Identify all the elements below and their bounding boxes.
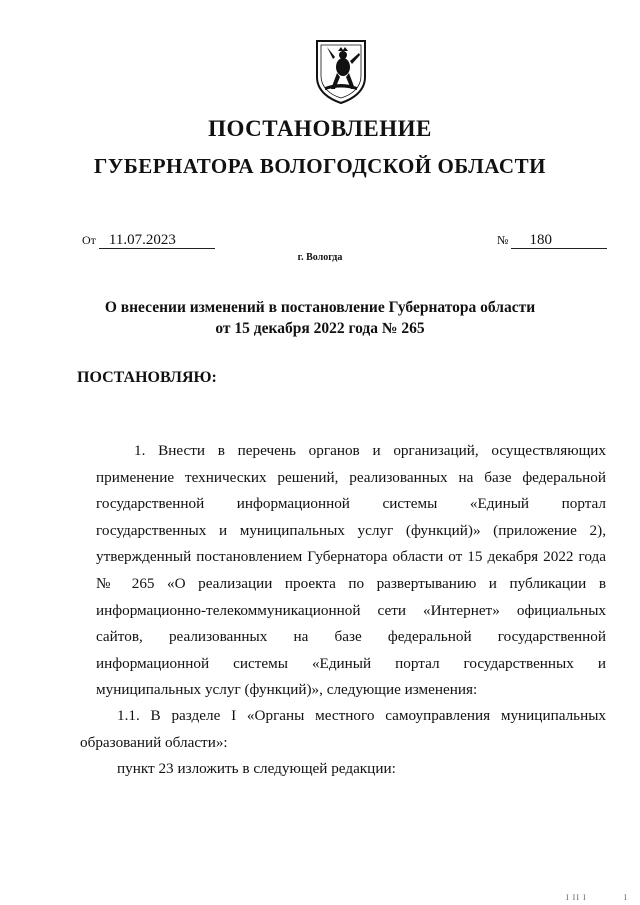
scan-mark: I II I — [566, 893, 587, 902]
date-line — [82, 232, 215, 249]
paragraph-1-1 — [80, 703, 606, 756]
text-line: информационно-телекоммуникационной сети «Интернет» официальных — [96, 601, 606, 619]
text-line: образований области»: — [80, 733, 228, 751]
subject-line: от 15 декабря 2022 года № 265 — [215, 320, 425, 337]
document-number: 180 — [511, 232, 607, 249]
text-line: утвержденный постановлением Губернатора области от 15 декабря 2022 года — [96, 548, 606, 566]
text-line: № 265 «О реализации проекта по развертыванию и публикации в — [96, 574, 606, 592]
text-line: 1.1. В разделе I «Органы местного самоуправления муниципальных — [117, 707, 606, 724]
subject-line: О внесении изменений в постановление Губернатора области — [104, 299, 536, 316]
number-line — [497, 232, 607, 249]
document-subject — [0, 297, 640, 339]
text-line: информационной системы «Единый портал государственных и — [96, 654, 606, 672]
paragraph-item-23 — [117, 756, 607, 783]
text-line: муниципальных услуг (функций)», следующие изменения: — [96, 681, 478, 699]
city: г. Вологда — [297, 252, 343, 263]
document-issuer: ГУБЕРНАТОРА ВОЛОГОДСКОЙ ОБЛАСТИ — [94, 154, 546, 178]
number-prefix: № — [497, 233, 509, 247]
scan-mark: I — [624, 893, 628, 902]
text-line: применение технических решений, реализованных на базе федеральной — [96, 468, 606, 486]
coat-of-arms-emblem — [313, 37, 369, 105]
text-line: государственных и муниципальных услуг (функций)» (приложение 2), — [96, 521, 606, 539]
text-line: сайтов, реализованных на базе федеральной государственной — [96, 628, 606, 646]
text-line: пункт 23 изложить в следующей редакции: — [117, 760, 396, 777]
document-title: ПОСТАНОВЛЕНИЕ — [208, 116, 432, 141]
text-line: 1. Внести в перечень органов и организаций, осуществляющих — [134, 442, 606, 459]
decree-word: ПОСТАНОВЛЯЮ: — [77, 369, 217, 386]
paragraph-1 — [96, 438, 606, 704]
text-line: государственной информационной системы «Единый портал — [96, 495, 606, 513]
document-date: 11.07.2023 — [99, 232, 215, 249]
date-prefix: От — [82, 233, 96, 247]
